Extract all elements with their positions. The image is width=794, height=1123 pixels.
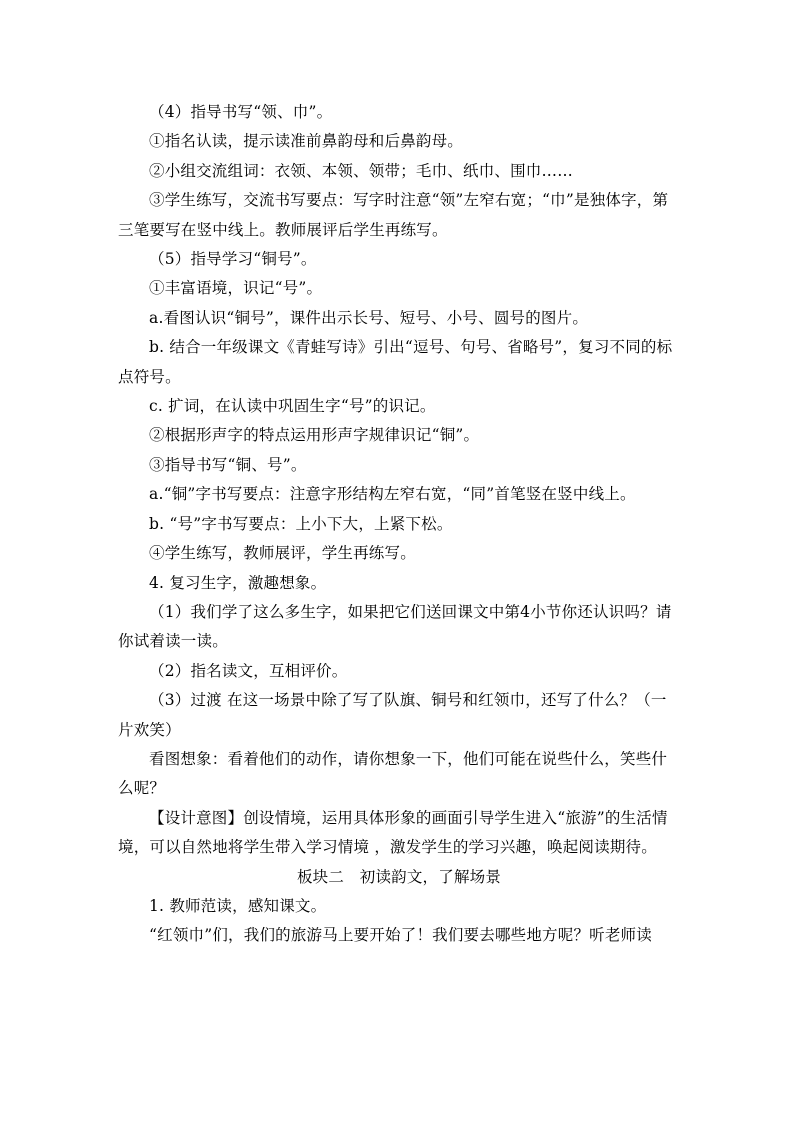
paragraph: b. “号”字书写要点：上小下大，上紧下松。 bbox=[149, 514, 453, 533]
paragraph: ②根据形声字的特点运用形声字规律识记“铜”。 bbox=[149, 426, 480, 445]
step-4-heading: （4）指导书写“领、巾”。 bbox=[149, 103, 333, 121]
document-body bbox=[118, 98, 680, 951]
paragraph: ③学生练写，交流书写要点：写字时注意“领”左窄右宽；“巾”是独体字，第三笔要写在竖中线上。教师展评后学生再练写。 bbox=[118, 191, 669, 239]
paragraph: b. 结合一年级课文《青蛙写诗》引出“逗号、句号、省略号”，复习不同的标点符号。 bbox=[118, 338, 673, 386]
section-4-heading: 4. 复习生字，激趣想象。 bbox=[149, 573, 327, 592]
paragraph: （1）我们学了这么多生字，如果把它们送回课文中第4小节你还认识吗？请你试着读一读。 bbox=[118, 602, 672, 651]
paragraph: （3）过渡 在这一场景中除了写了队旗、铜号和红领巾，还写了什么？（一片欢笑） bbox=[118, 691, 667, 739]
paragraph: ②小组交流组词：衣领、本领、领带；毛巾、纸巾、围巾…… bbox=[149, 161, 573, 180]
paragraph: ③指导书写“铜、号”。 bbox=[149, 455, 307, 474]
block-two-heading: 板块二 初读韵文，了解场景 bbox=[296, 867, 502, 886]
paragraph: a.看图认识“铜号”，课件出示长号、短号、小号、圆号的图片。 bbox=[149, 308, 589, 327]
design-intent-paragraph: 【设计意图】创设情境，运用具体形象的画面引导学生进入“旅游”的生活情境，可以自然地将学生带入学习情境 ，激发学生的学习兴趣，唤起阅读期待。 bbox=[118, 808, 668, 857]
paragraph: 看图想象：看着他们的动作，请你想象一下，他们可能在说些什么，笑些什么呢？ bbox=[118, 749, 668, 798]
step-5-heading: （5）指导学习“铜号”。 bbox=[149, 250, 317, 269]
paragraph: ①指名认读，提示读准前鼻韵母和后鼻韵母。 bbox=[149, 132, 464, 151]
paragraph: 1. 教师范读，感知课文。 bbox=[149, 896, 327, 915]
paragraph: c. 扩词，在认读中巩固生字“号”的识记。 bbox=[149, 397, 436, 416]
paragraph: ①丰富语境，识记“号”。 bbox=[149, 279, 323, 298]
paragraph: a.“铜”字书写要点：注意字形结构左窄右宽，“同”首笔竖在竖中线上。 bbox=[149, 485, 636, 504]
paragraph: ④学生练写，教师展评，学生再练写。 bbox=[149, 544, 416, 563]
paragraph: （2）指名读文，互相评价。 bbox=[149, 661, 348, 680]
paragraph: “红领巾”们，我们的旅游马上要开始了！我们要去哪些地方呢？听老师读 bbox=[149, 926, 652, 945]
